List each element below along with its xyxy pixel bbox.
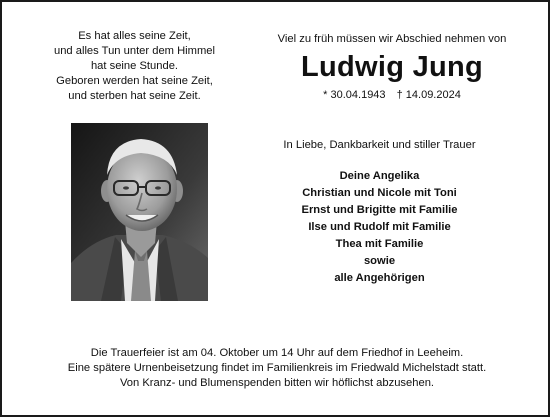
mourner-entry: Christian und Nicole mit Toni: [302, 187, 457, 199]
footer-line: Die Trauerfeier ist am 04. Oktober um 14 Uhr auf dem Friedhof in Leeheim.: [90, 347, 464, 359]
poem-line: hat seine Stunde.: [90, 60, 179, 72]
portrait-photo: [71, 123, 208, 301]
poem-line: Geboren werden hat seine Zeit,: [56, 75, 213, 87]
footer-line: Von Kranz- und Blumenspenden bitten wir höflichst abzusehen.: [119, 377, 435, 389]
poem-line: und alles Tun unter dem Himmel: [53, 45, 216, 57]
footer-line: Eine spätere Urnenbeisetzung findet im Familienkreis im Friedwald Michelstadt statt.: [67, 362, 487, 374]
deceased-name: Ludwig Jung: [300, 51, 484, 83]
portrait-photo-icon: [71, 123, 208, 301]
service-information: [22, 346, 532, 391]
mourners-list: [257, 168, 502, 287]
life-dates: [257, 88, 527, 102]
mourner-entry: Deine Angelika: [339, 170, 420, 182]
mourner-entry: alle Angehörigen: [334, 272, 425, 284]
birth-date: * 30.04.1943: [323, 89, 386, 101]
poem-line: Es hat alles seine Zeit,: [78, 30, 191, 42]
mourner-entry: sowie: [363, 255, 396, 267]
poem: [32, 29, 237, 104]
farewell-intro: Viel zu früh müssen wir Abschied nehmen von: [277, 33, 507, 45]
poem-line: und sterben hat seine Zeit.: [68, 90, 201, 102]
sentiment-line: In Liebe, Dankbarkeit und stiller Trauer: [283, 139, 476, 151]
death-date: † 14.09.2024: [396, 89, 461, 101]
mourner-entry: Thea mit Familie: [335, 238, 424, 250]
mourner-entry: Ilse und Rudolf mit Familie: [308, 221, 451, 233]
mourner-entry: Ernst und Brigitte mit Familie: [301, 204, 458, 216]
